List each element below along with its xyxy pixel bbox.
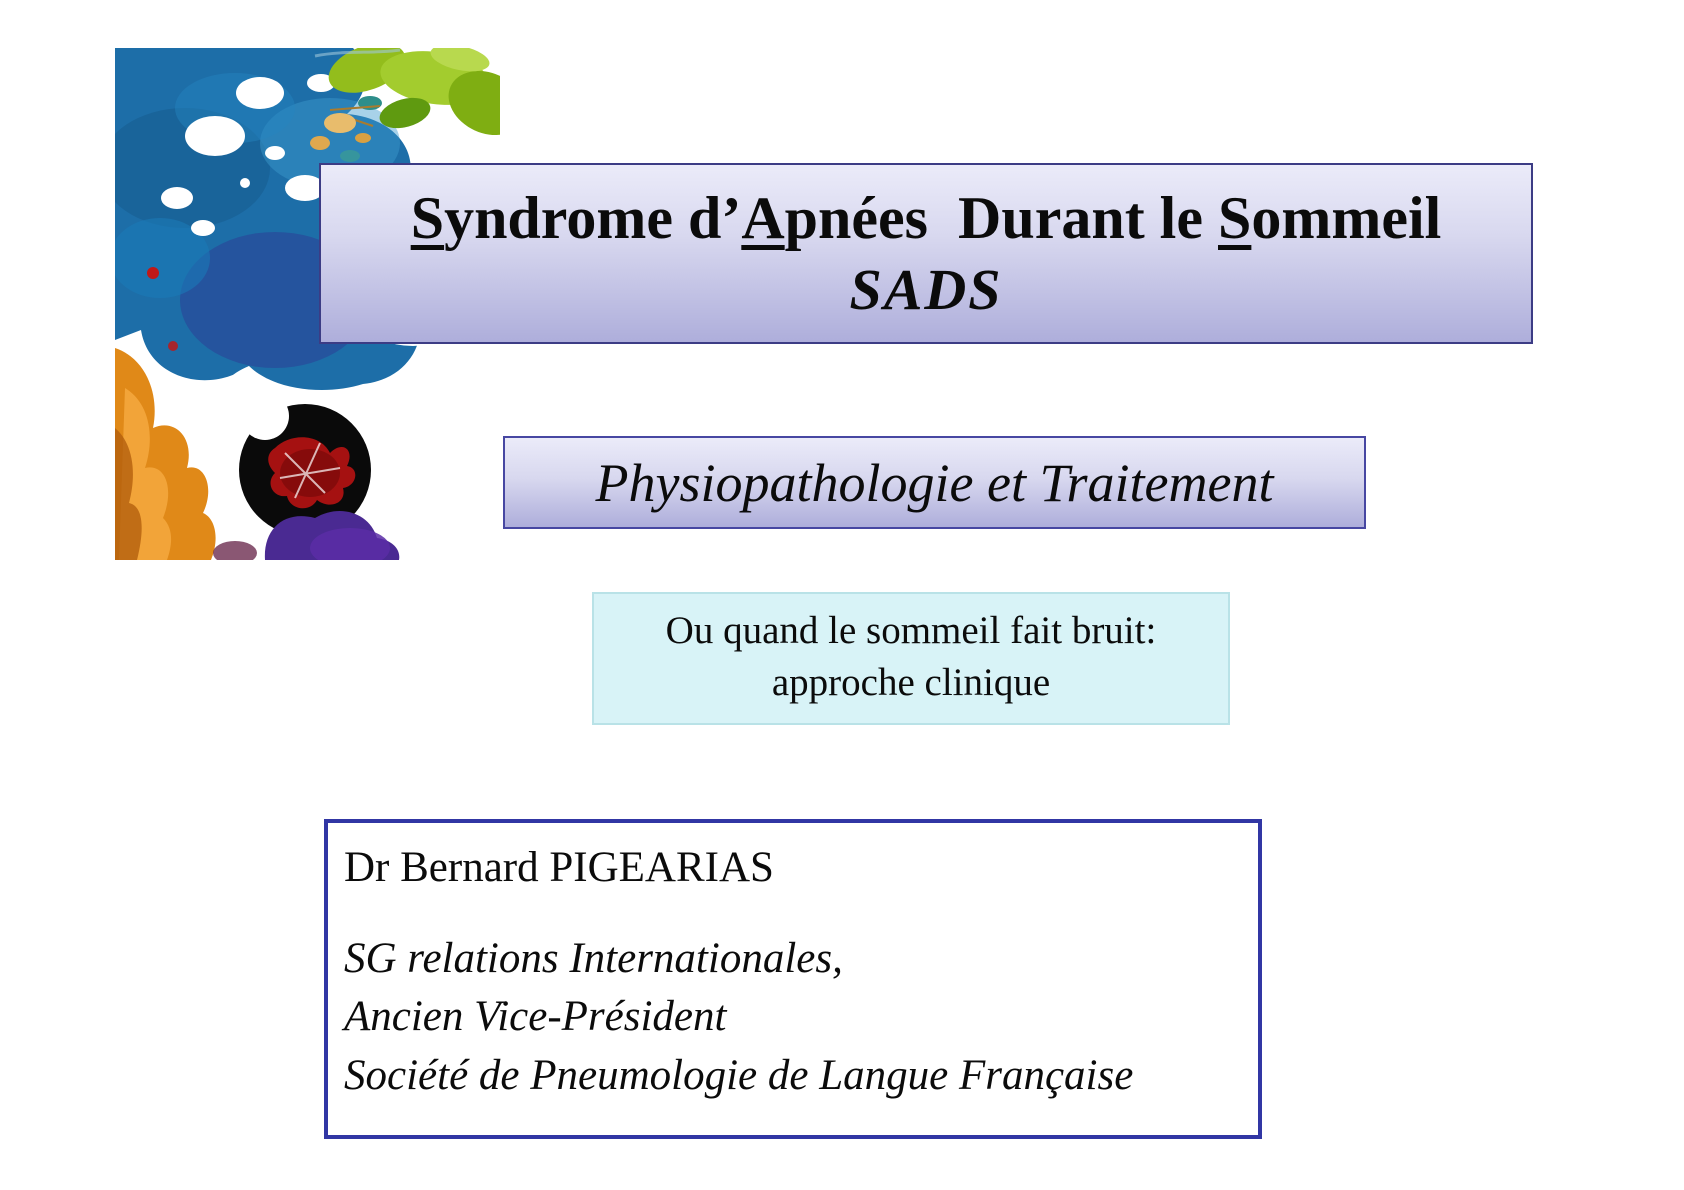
author-role: Société de Pneumologie de Langue Française	[344, 1051, 1134, 1099]
subtitle-box	[503, 436, 1366, 529]
subtitle-text: Physiopathologie et Traitement	[595, 452, 1274, 513]
title-segment: pnées Durant le	[784, 184, 1218, 251]
title-segment: S	[1218, 184, 1252, 251]
author-role: Ancien Vice-Président	[344, 993, 727, 1041]
title-box	[319, 163, 1533, 344]
title-acronym: SADS	[849, 256, 1003, 322]
title-segment: A	[741, 184, 785, 251]
title-segment: S	[410, 184, 445, 251]
author-role: SG relations Internationales,	[344, 935, 843, 982]
author-name: Dr Bernard PIGEARIAS	[344, 844, 774, 891]
title-segment: yndrome d’	[444, 184, 742, 251]
tagline-line2: approche clinique	[771, 661, 1051, 705]
tagline-box	[592, 592, 1230, 725]
tagline-line1: Ou quand le sommeil fait bruit:	[665, 609, 1157, 652]
title-segment: ommeil	[1251, 184, 1442, 251]
author-box	[324, 819, 1262, 1139]
slide-title	[410, 184, 1442, 251]
